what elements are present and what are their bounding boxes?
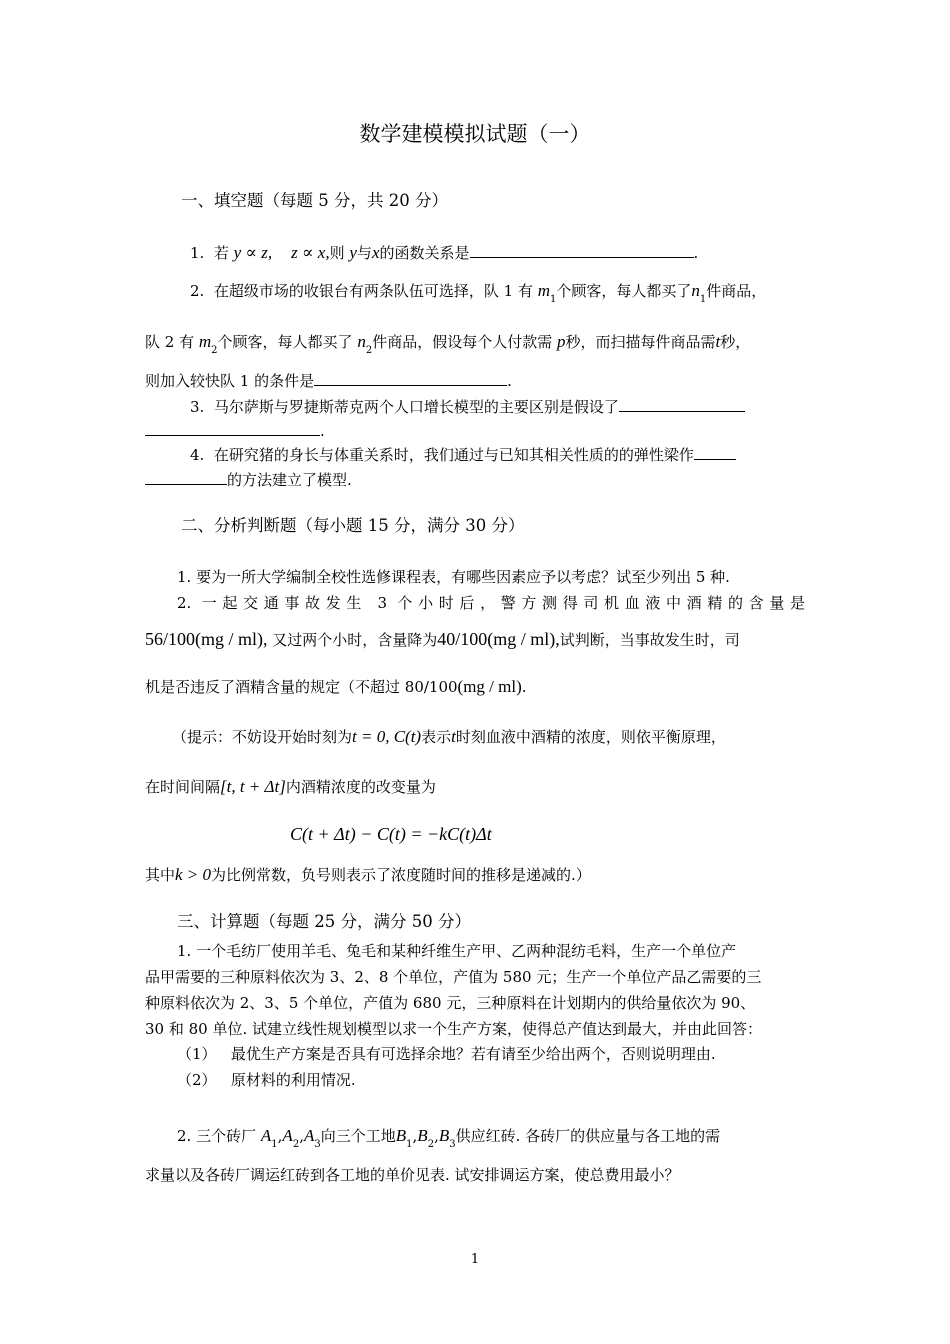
s2-hint: （提示：不妨设开始时刻为t = 0, C(t)表示t时刻血液中酒精的浓度，则依平衡原理， [172, 727, 726, 746]
s2-question-2-line1: 2. 一起交通事故发生 3 个小时后，警方测得司机血液中酒精的含量是 [177, 594, 805, 612]
s2-question-1: 1. 要为一所大学编制全校性选修课程表，有哪些因素应予以考虑？试至少列出 5 种. [177, 568, 730, 586]
page-number: 1 [470, 1252, 480, 1267]
s1-question-2-line2: 队 2 有 $m_2$个顾客，每人都买了 $n_2$件商品，假设每个人付款需 p秒，而扫描每件商品需t秒， [145, 332, 751, 356]
s3-question-1-line4: 30 和 80 单位. 试建立线性规划模型以求一个生产方案，使得总产值达到最大，并由此回答： [145, 1020, 763, 1038]
s1-question-3: 3. 马尔萨斯与罗捷斯蒂克两个人口增长模型的主要区别是假设了 [190, 396, 745, 417]
answer-blank [314, 370, 507, 386]
s1-question-1: 1. 若 y ∝ z, z ∝ x,则 y与x的函数关系是 . [190, 243, 699, 262]
answer-blank [694, 444, 736, 460]
section3-heading: 三、计算题（每题 25 分，满分 50 分） [177, 912, 471, 931]
s3-question-1-line3: 种原料依次为 2、3、5 个单位，产值为 680 元，三种原料在计划期内的供给量依次为 90、 [145, 994, 756, 1012]
s3-question-1-line2: 品甲需要的三种原料依次为 3、2、8 个单位，产值为 580 元；生产一个单位产品乙需要的三 [145, 968, 762, 986]
s1-question-4: 4. 在研究猪的身长与体重关系时，我们通过与已知其相关性质的的弹性梁作 [190, 444, 736, 465]
answer-blank [619, 396, 745, 412]
s2-question-2-line3: 机是否违反了酒精含量的规定（不超过 80/100(mg / ml). [145, 677, 527, 696]
s3-question-1-line1: 1. 一个毛纺厂使用羊毛、兔毛和某种纤维生产甲、乙两种混纺毛料，生产一个单位产 [177, 942, 737, 960]
s1-question-2-line3: 则加入较快队 1 的条件是 . [145, 372, 512, 390]
answer-blank [145, 469, 227, 485]
s1-question-3-cont: . [145, 420, 325, 441]
s2-where: 其中k > 0为比例常数，负号则表示了浓度随时间的推移是递减的.） [145, 865, 591, 884]
answer-blank [470, 242, 694, 258]
section1-heading: 一、填空题（每题 5 分，共 20 分） [181, 191, 448, 210]
section2-heading: 二、分析判断题（每小题 15 分，满分 30 分） [181, 516, 525, 535]
s2-question-2-line2: 56/100(mg / ml), 又过两个小时，含量降为40/100(mg / ml),试判断，当事故发生时，司 [145, 629, 740, 649]
s3-question-2-line2: 求量以及各砖厂调运红砖到各工地的单价见表. 试安排调运方案，使总费用最小？ [145, 1166, 680, 1184]
s3-subquestion-2: （2） 原材料的利用情况. [177, 1071, 356, 1089]
answer-blank [145, 420, 320, 436]
s1-question-2-line1: 2. 在超级市场的收银台有两条队伍可选择，队 1 有 $m_1$个顾客，每人都买了$n_1$件商品， [190, 281, 767, 305]
s2-interval: 在时间间隔[t, t + Δt]内酒精浓度的改变量为 [145, 777, 436, 796]
s1-question-4-cont: 的方法建立了模型. [145, 469, 352, 490]
page-title: 数学建模模拟试题（一） [359, 122, 591, 146]
s2-equation: C(t + Δt) − C(t) = −kC(t)Δt [290, 824, 492, 844]
s3-question-2-line1: 2. 三个砖厂 $A_1,A_2,A_3$向三个工地$B_1,B_2,B_3$供应红砖. 各砖厂的供应量与各工地的需 [177, 1126, 721, 1150]
s3-subquestion-1: （1） 最优生产方案是否具有可选择余地？若有请至少给出两个，否则说明理由. [177, 1045, 716, 1063]
